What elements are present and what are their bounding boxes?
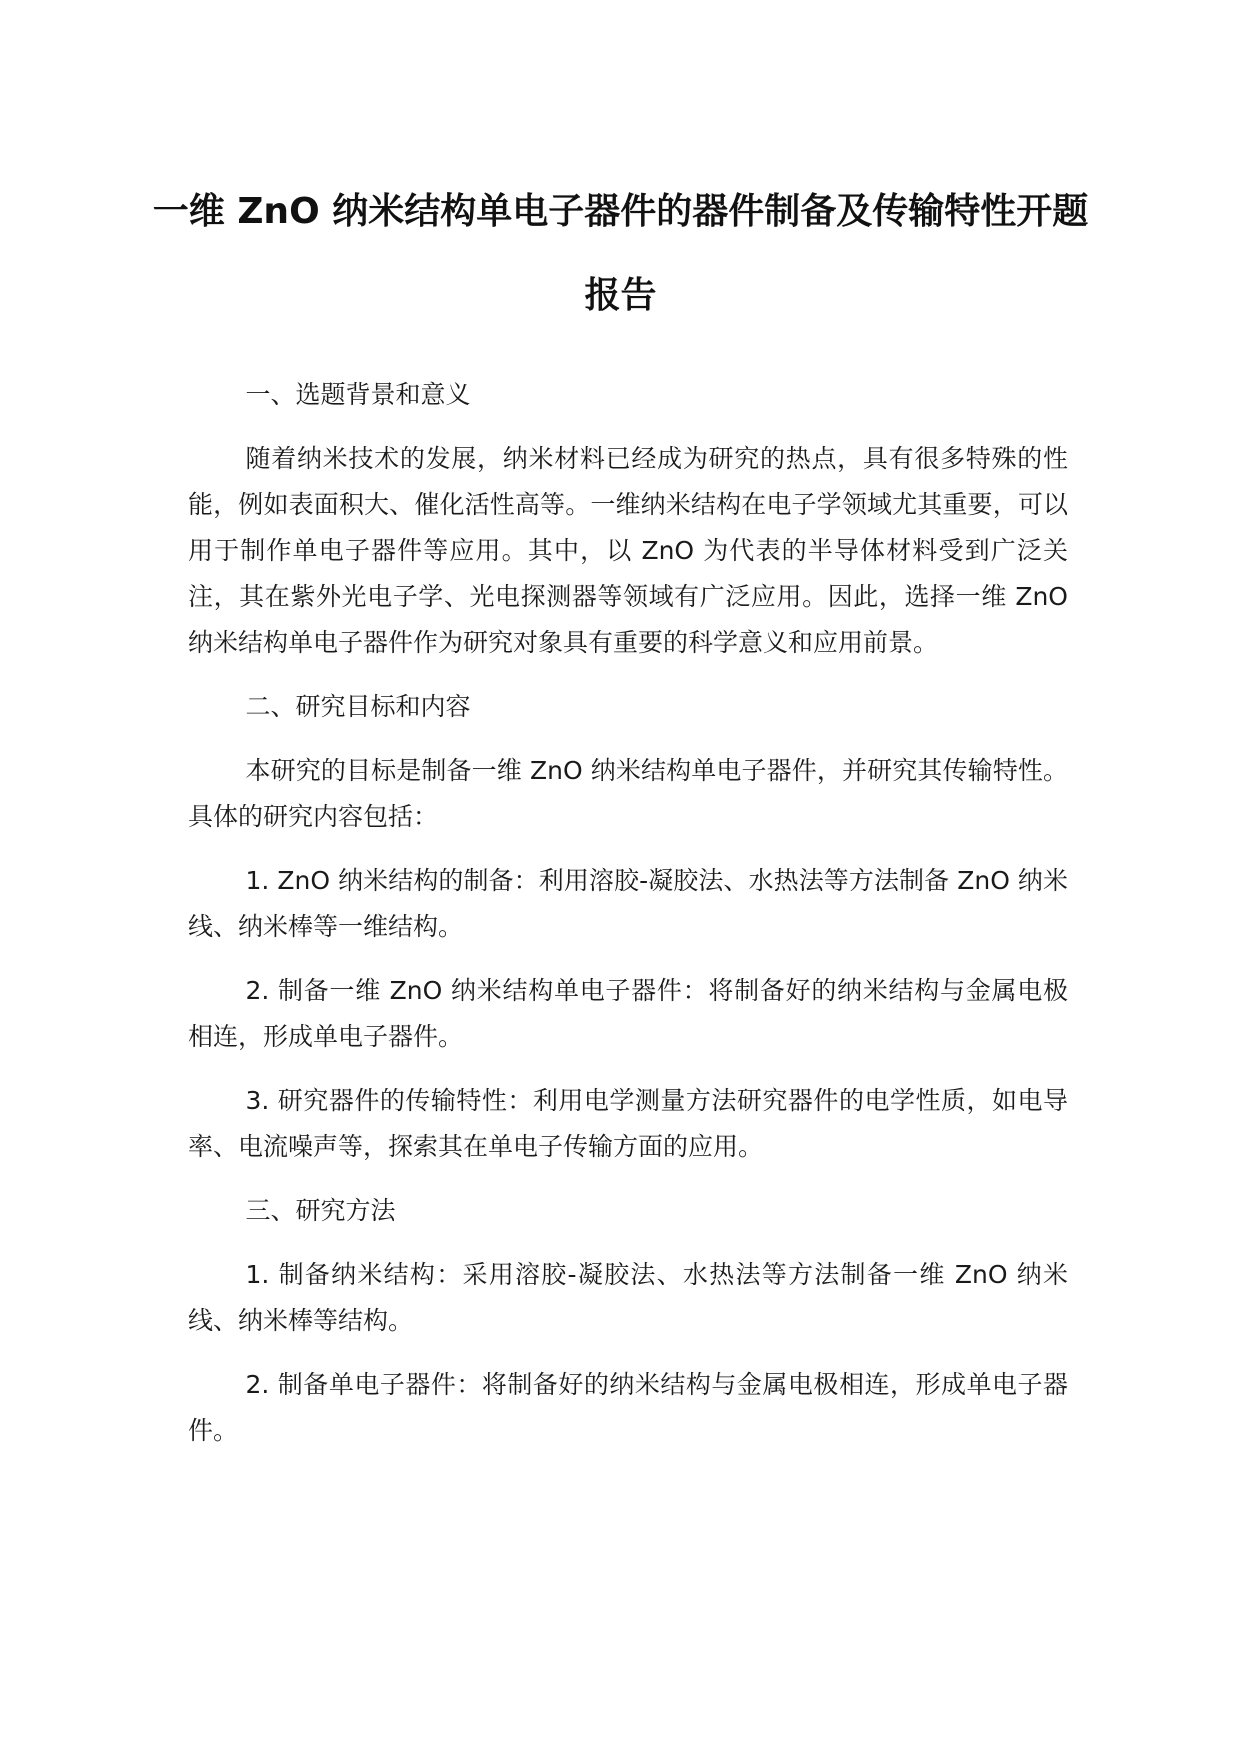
- list-item-goal-1: 1. ZnO 纳米结构的制备：利用溶胶-凝胶法、水热法等方法制备 ZnO 纳米线、纳米棒等一维结构。: [188, 866, 1068, 941]
- section-heading-goals: 二、研究目标和内容: [245, 692, 471, 721]
- document-title: 一维 ZnO 纳米结构单电子器件的器件制备及传输特性开题报告: [152, 191, 1089, 316]
- document-body: [188, 372, 1068, 1472]
- list-item-goal-2: 2. 制备一维 ZnO 纳米结构单电子器件：将制备好的纳米结构与金属电极相连，形成单电子器件。: [188, 976, 1068, 1051]
- list-item-method-1: 1. 制备纳米结构：采用溶胶-凝胶法、水热法等方法制备一维 ZnO 纳米线、纳米棒等结构。: [188, 1260, 1068, 1335]
- paragraph-goals-intro: 本研究的目标是制备一维 ZnO 纳米结构单电子器件，并研究其传输特性。具体的研究内容包括：: [188, 756, 1068, 831]
- paragraph-background: 随着纳米技术的发展，纳米材料已经成为研究的热点，具有很多特殊的性能，例如表面积大、催化活性高等。一维纳米结构在电子学领域尤其重要，可以用于制作单电子器件等应用。其中，以 ZnO 为代表的半导体材料受到广泛关注，其在紫外光电子学、光电探测器等领域有广泛应用。因此，选择一维 ZnO 纳米结构单电子器件作为研究对象具有重要的科学意义和应用前景。: [188, 444, 1068, 657]
- section-heading-background: 一、选题背景和意义: [245, 380, 471, 409]
- list-item-goal-3: 3. 研究器件的传输特性：利用电学测量方法研究器件的电学性质，如电导率、电流噪声等，探索其在单电子传输方面的应用。: [188, 1086, 1068, 1161]
- list-item-method-2: 2. 制备单电子器件：将制备好的纳米结构与金属电极相连，形成单电子器件。: [188, 1370, 1068, 1445]
- section-heading-methods: 三、研究方法: [245, 1196, 396, 1225]
